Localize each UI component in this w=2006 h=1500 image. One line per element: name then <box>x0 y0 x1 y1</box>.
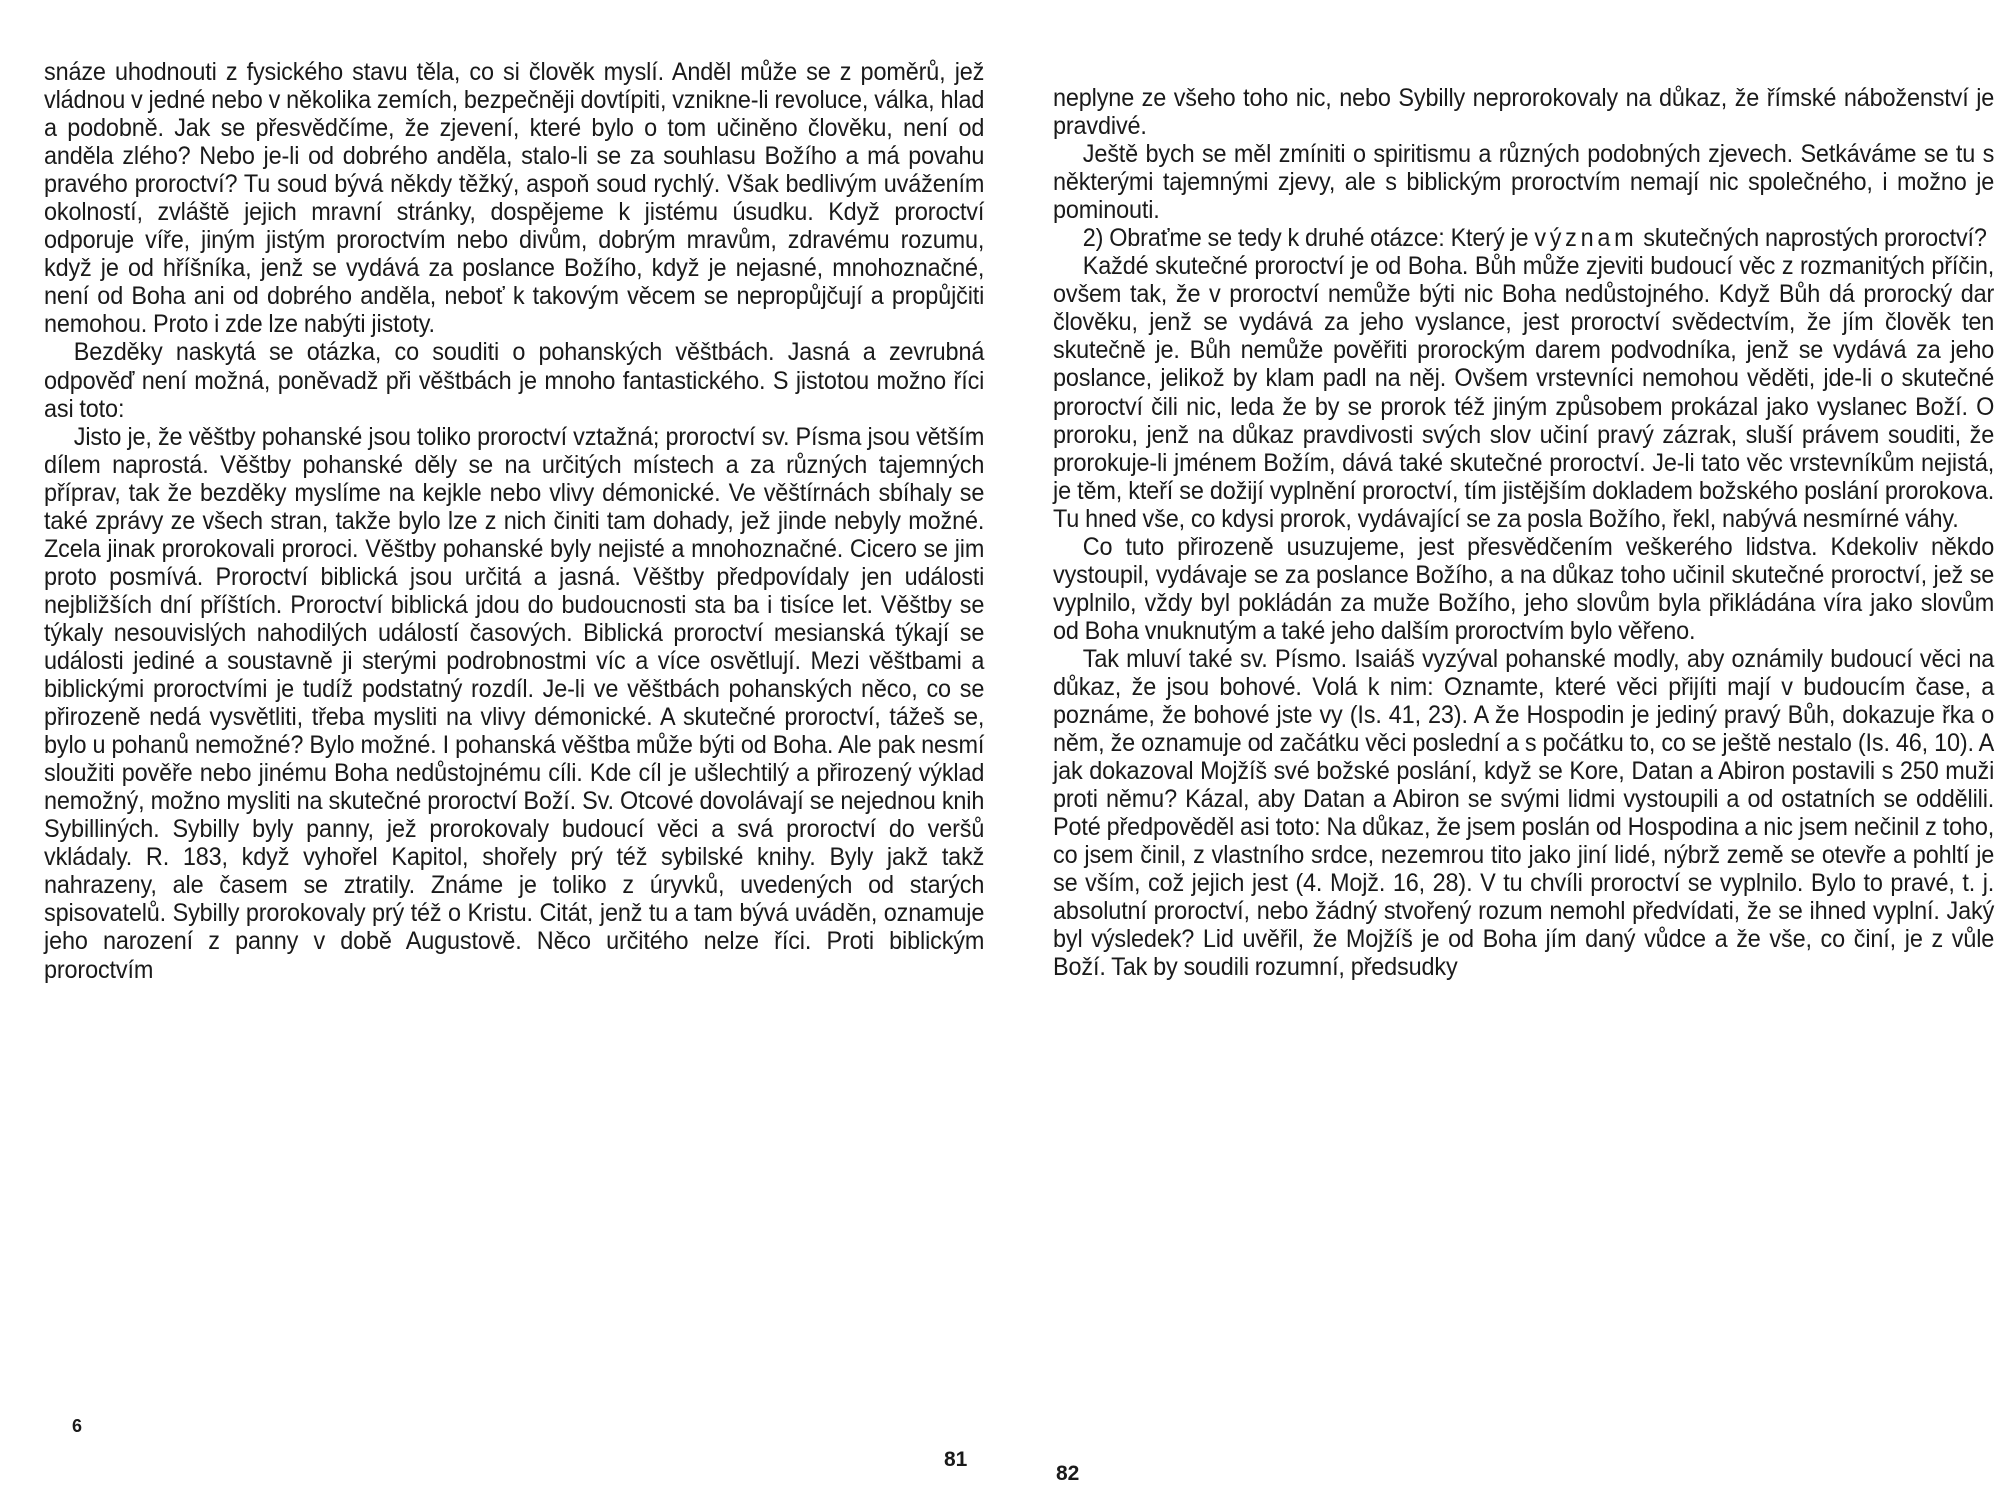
signature-mark: 6 <box>72 1416 83 1436</box>
paragraph: neplyne ze všeho toho nic, nebo Sybilly neprorokovaly na důkaz, že římské náboženství je pravdivé. <box>1053 84 1995 141</box>
right-page-text <box>1053 84 1994 982</box>
page-number-left: 81 <box>944 1448 968 1471</box>
paragraph: Tak mluví také sv. Písmo. Isaiáš vyzýval pohanské modly, aby oznámily budoucí věci na důkaz, že jsou bohové. Volá k nim: Oznamte, které věci přijíti mají v budoucím čase, a poznáme, že bohové jste vy (Is. 41, 23). A že Hospodin je jediný pravý Bůh, dokazuje řka o něm, že oznamuje od začátku věci poslední a s počátku to, co se ještě nestalo (Is. 46, 10). A jak dokazoval Mojžíš své božské poslání, když se Kore, Datan a Abiron postavili s 250 muži proti němu? Kázal, aby Datan a Abiron se svými lidmi vystoupili a od ostatních se oddělili. Poté předpověděl asi toto: Na důkaz, že jsem poslán od Hospodina a nic jsem nečinil z toho, co jsem činil, z vlastního srdce, nezemrou tito jako jiní lidé, nýbrž země se otevře a pohltí je se vším, což jejich jest (4. Mojž. 16, 28). V tu chvíli proroctví se vyplnilo. Bylo to pravé, t. j. absolutní proroctví, nebo žádný stvořený rozum nemohl předvídati, že se ihned vyplní. Jaký byl výsledek? Lid uvěřil, že Mojžíš je od Boha jím daný vůdce a že vše, co činí, je z vůle Boží. Tak by soudili rozumní, předsudky <box>1053 644 1995 982</box>
right-page <box>1003 0 2006 1500</box>
text-run: skutečných naprostých proroctví? <box>1643 224 1987 253</box>
emphasized-word: význam <box>1534 224 1638 253</box>
paragraph: Bezděky naskytá se otázka, co souditi o pohanských věštbách. Jasná a zevrubná odpověď není možná, poněvadž při věštbách je mnoho fantastického. S jistotou možno říci asi toto: <box>44 338 985 423</box>
page-number-right: 82 <box>1056 1462 1080 1485</box>
paragraph: Jisto je, že věštby pohanské jsou toliko proroctví vztažná; proroctví sv. Písma jsou větším dílem naprostá. Věštby pohanské děly se na určitých místech a za různých tajemných příprav, tak že bezděky myslíme na kejkle nebo vlivy démonické. Ve věštírnách sbíhaly se také zprávy ze všech stran, takže bylo lze z nich činiti tam dohady, jež jinde nebyly možné. Zcela jinak prorokovali proroci. Věštby pohanské byly nejisté a mnohoznačné. Cicero se jim proto posmívá. Proroctví biblická jsou určitá a jasná. Věštby předpovídaly jen události nejbližších dní příštích. Proroctví biblická jdou do budoucnosti sta ba i tisíce let. Věštby se týkaly nesouvislých nahodilých událostí časových. Biblická proroctví mesianská týkají se události jediné a soustavně ji sterými podrobnostmi víc a více osvětlují. Mezi věštbami a biblickými proroctvími je tudíž podstatný rozdíl. Je-li ve věštbách pohanských něco, co se přirozeně nedá vysvětliti, třeba mysliti na vlivy démonické. A skutečné proroctví, tážeš se, bylo u pohanů nemožné? Bylo možné. I pohanská věštba může býti od Boha. Ale pak nesmí sloužiti pověře nebo jinému Boha nedůstojnému cíli. Kde cíl je ušlechtilý a přirozený výklad nemožný, možno mysliti na skutečné proroctví Boží. Sv. Otcové dovolávají se nejednou knih Sybilliných. Sybilly byly panny, jež prorokovaly budoucí věci a svá proroctví do veršů vkládaly. R. 183, když vyhořel Kapitol, shořely prý též sybilské knihy. Byly jakž takž nahrazeny, ale časem se ztratily. Známe je toliko z úryvků, uvedených od starých spisovatelů. Sybilly prorokovaly prý též o Kristu. Citát, jenž tu a tam bývá uváděn, oznamuje jeho narození z panny v době Augustově. Něco určitého nelze říci. Proti biblickým proroctvím <box>44 422 985 984</box>
text-run: 2) Obraťme se tedy k druhé otázce: Který je <box>1082 224 1529 253</box>
paragraph: snáze uhodnouti z fysického stavu těla, co si člověk myslí. Anděl může se z poměrů, jež vládnou v jedné nebo v několika zemích, bezpečněji dovtípiti, vznikne-li revoluce, válka, hlad a podobně. Jak se přesvědčíme, že zjevení, které bylo o tom učiněno člověku, není od anděla zlého? Nebo je-li od dobrého anděla, stalo-li se za souhlasu Božího a má povahu pravého proroctví? Tu soud bývá někdy těžký, aspoň soud rychlý. Však bedlivým uvážením okolností, zvláště jejich mravní stránky, dospějeme k jistému úsudku. Když proroctví odporuje víře, jiným jistým proroctvím nebo divům, dobrým mravům, zdravému rozumu, když je od hříšníka, jenž se vydává za poslance Božího, když je nejasné, mnohoznačné, není od Boha ani od dobrého anděla, neboť k takovým věcem se nepropůjčují a propůjčiti nemohou. Proto i zde lze nabýti jistoty. <box>44 58 985 339</box>
left-page-text <box>44 58 984 984</box>
paragraph: Ještě bych se měl zmíniti o spiritismu a různých podobných zjevech. Setkáváme se tu s některými tajemnými zjevy, ale s biblickým proroctvím nemají nic společného, i možno je pominouti. <box>1053 140 1995 225</box>
paragraph: Každé skutečné proroctví je od Boha. Bůh může zjeviti budoucí věc z rozmanitých příčin, ovšem tak, že v proroctví nemůže býti nic Boha nedůstojného. Když Bůh dá prorocký dar člověku, jenž se vydává za jeho vyslance, jest proroctví svědectvím, že jím člověk ten skutečně je. Bůh nemůže pověřiti prorockým darem podvodníka, jenž se vydává za jeho poslance, jelikož by klam padl na něj. Ovšem vrstevníci nemohou věděti, jde-li o skutečné proroctví čili nic, leda že by se prorok též jiným způsobem prokázal jako vyslanec Boží. O proroku, jenž na důkaz pravdivosti svých slov učiní pravý zázrak, sluší právem souditi, že prorokuje-li jménem Božím, dává také skutečné proroctví. Je-li tato věc vrstevníkům nejistá, je těm, kteří se dožijí vyplnění proroctví, tím jistějším dokladem božského poslání prorokova. Tu hned vše, co kdysi prorok, vydávající se za posla Božího, řekl, nabývá nesmírné váhy. <box>1053 252 1995 533</box>
paragraph <box>1053 224 1994 252</box>
paragraph: Co tuto přirozeně usuzujeme, jest přesvědčením veškerého lidstva. Kdekoliv někdo vystoupil, vydávaje se za poslance Božího, a na důkaz toho učinil skutečné proroctví, jež se vyplnilo, vždy byl pokládán za muže Božího, jeho slovům byla přikládána víra jako slovům od Boha vnuknutým a také jeho dalším proroctvím bylo věřeno. <box>1053 532 1995 645</box>
